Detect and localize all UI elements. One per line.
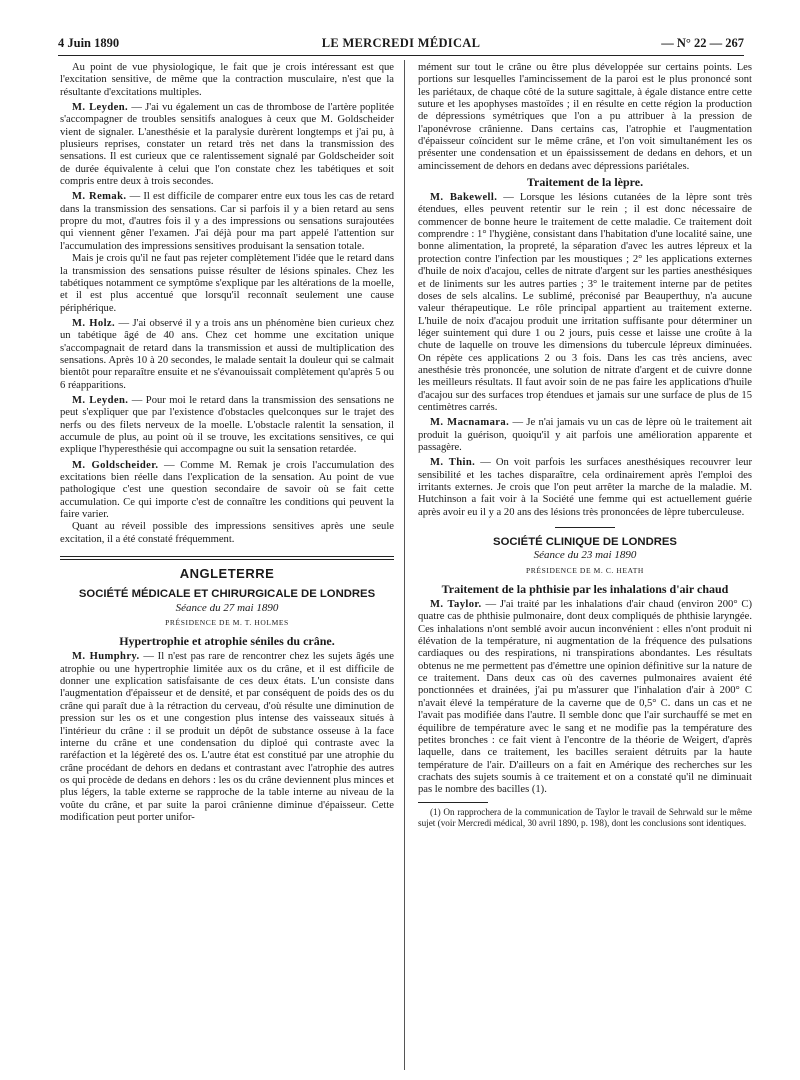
paragraph-goldscheider <box>60 460 394 522</box>
speaker-text: — Je n'ai jamais vu un cas de lèpre où le traitement ait produit la guérison, quoiqu'il y ait parfois une amélioration apparente et passagère. <box>418 417 753 453</box>
speaker-name: M. Bakewell. <box>430 192 498 204</box>
paragraph-remak-2: Mais je crois qu'il ne faut pas rejeter complètement l'idée que le retard dans la transmission des sensations puisse résulter de lésions spinales. Chez les tabétiques notamment ce symptôme s'explique par les altérations de la moelle, et il est plus accentué que lorsqu'il reconnaît seulement une cause périphérique. <box>60 253 394 314</box>
session-date: Séance du 27 mai 1890 <box>175 601 279 614</box>
speaker-name: M. Leyden. <box>72 102 129 114</box>
topic-heading-lepre: Traitement de la lèpre. <box>526 175 644 190</box>
paragraph-leyden-2 <box>60 395 394 457</box>
speaker-name: M. Humphry. <box>72 651 140 663</box>
presidency-2: PRÉSIDENCE DE M. C. HEATH <box>526 565 644 575</box>
footnote: (1) On rapprochera de la communication de Taylor le travail de Sehrwald sur le même sujet (voir Mercredi médical, 30 avril 1890, p. 198), dont les conclusions sont identiques. <box>418 806 752 828</box>
presidency: PRÉSIDENCE DE M. T. HOLMES <box>165 618 289 628</box>
speaker-text: — Comme M. Remak je crois l'accumulation des excitations bien réelle dans l'explication de la sensation. Au point de vue pathologique c'est une question secondaire de savoir où se fait cette accumulation. Ce qui importe c'est de connaître les conditions qui peuvent la faire varier. <box>60 459 394 521</box>
paragraph-intro: Au point de vue physiologique, le fait que je crois intéressant est que l'excitation sensitive, de même que la contraction musculaire, n'est que la résultante d'excitations multiples. <box>60 62 394 98</box>
speaker-text: — Lorsque les lésions cutanées de la lèpre sont très étendues, elles peuvent retentir sur le rein ; il est donc nécessaire de commencer de bonne heure le traitement de cette maladie. Ce traitement doit comprendre : 1° l'hygiène, consistant dans l'habitation d'une localité saine, une bonne alimentation, la propreté, la séparation d'avec les autres lépreux et la protection contre l'infection par les moustiques ; 2° les applications externes d'huile de noix d'acajou, celles de nitrate d'argent sur les parties anesthésiques et de liniments sur les autres parties ; 3° le traitement interne par de petites doses de sels alcalins. Le sublimé, préconisé par Beauperthuy, n'a aucune valeur thérapeutique. Le rôle principal appartient au traitement externe. L'huile de noix d'acajou produit une irritation suffisante pour déterminer un léger suintement qui dure 1 ou 2 jours, puis cesse et laisse une croûte à la chute de laquelle on trouve les dimensions du tubercule lépreux diminuées. On répète ces applications 2 ou 3 fois. Dans les cas très anciens, avec anesthésie très prononcée, une solution de nitrate d'argent et de cuivre donne les meilleurs résultats. Il faut avoir soin de ne pas faire les applications d'huile d'acajou sur des surfaces trop étendues et jamais sur une surface de plus de 15 centimètres carrés. <box>418 192 752 413</box>
speaker-name: M. Taylor. <box>430 599 482 611</box>
topic-heading: Hypertrophie et atrophie séniles du crâne. <box>119 634 335 649</box>
paragraph-macnamara <box>418 417 752 454</box>
running-header <box>58 36 744 52</box>
header-rule <box>58 55 744 56</box>
speaker-text: — J'ai vu également un cas de thrombose de l'artère poplitée s'accompagner de troubles sensitifs analogues à ceux que M. Goldscheider vient de signaler. L'anesthésie et la paralysie durèrent longtemps et j'ai pu, à plusieurs reprises, constater un retard très net dans la transmission des sensations. Il est curieux que ce ralentissement signalé par Goldscheider soit de durée équivalente à celui que l'on constate chez les tabétiques et soit compris entre deux à trois secondes. <box>60 102 395 188</box>
speaker-name: M. Thin. <box>430 457 476 469</box>
paragraph-bakewell <box>418 192 752 414</box>
speaker-text: — Il n'est pas rare de rencontrer chez les sujets âgés une atrophie ou une hypertrophie limitée aux os du crâne, et il est difficile de donner une explication satisfaisante de ces deux états. L'un consiste dans l'augmentation d'épaisseur et de densité, et par conséquent de poids des os du crâne qui paraît due à la rétraction du cerveau, d'où résulte une diminution de pression sur les os et une congestion plus intense des vaisseaux situés à l'intérieur du crâne : il se produit un dépôt de substance osseuse à la face interne du crâne et une condensation du diploé qui contraste avec la raréfaction et la légèreté des os. L'autre état est constitué par une atrophie du crâne procédant de dehors en dedans et contrastant avec l'atrophie des autres os qui procède de dedans en dehors : les os du crâne deviennent plus minces et plus légers, la table externe se rapproche de la table interne au niveau de la voûte du crâne, et par suite la paroi crânienne diminue d'épaisseur. Cette modification peut porter unifor- <box>60 651 394 823</box>
speaker-text: — J'ai traité par les inhalations d'air chaud (environ 200° C) quatre cas de phthisie pulmonaire, dont deux compliqués de phthisie laryngée. Ces inhalations n'ont semblé avoir aucun inconvénient : elles n'ont produit ni élévation de la température, ni augmentation de la fréquence des pulsations cardiaques ou des respirations, ni transpirations abondantes. Les résultats obtenus ne me permettent pas d'émettre une opinion définitive sur la nature de ce traitement. Dans deux cas où des cavernes pulmonaires avaient été ponctionnées et drainées, j'ai pu m'assurer que l'inhalation d'air à 200° C n'avait élevé la température de la caverne que de 0,5° C. dans un cas et ne l'avait pas modifiée dans l'autre. Il semble donc que l'air surchauffé se met en équilibre de température avec le sang et ne modifie pas la température des petites bronches : ce fait vient à l'encontre de la théorie de Weigert, d'après laquelle, dans ce traitement, les bacilles seraient détruits par la haute température de l'air. D'ailleurs on a fait en Amérique des recherches sur les crachats des sujets soumis à ce traitement et on a constaté qu'il ne diminuait pas le nombre des bacilles (1). <box>418 599 752 796</box>
header-date: 4 Juin 1890 <box>58 36 120 50</box>
society-name-2: SOCIÉTÉ CLINIQUE DE LONDRES <box>493 536 677 549</box>
speaker-text: — Pour moi le retard dans la transmission des sensations ne peut s'expliquer que par l'existence d'obstacles quelconques sur le trajet des nerfs ou des filets nerveux de la moelle. L'obstacle ralentit la sensation, il accumule de plus, au point où il se trouve, les excitations sensitives, ce qui explique l'hyperesthésie qui accompagne ou suit la sensation retardée. <box>60 394 395 456</box>
speaker-name: M. Remak. <box>72 191 127 203</box>
speaker-text: — Il est difficile de comparer entre eux tous les cas de retard dans la transmission des sensations. Car si parfois il y a bien retard au sens propre du mot, d'autres fois il y a des impressions ou sensations surajoutées qui viennent gêner l'examen. J'ai déjà pour ma part appelé l'attention sur l'accumulation des impressions sensitives produisant la sensation totale. <box>60 191 394 252</box>
section-title-angleterre: ANGLETERRE <box>179 566 275 582</box>
speaker-text: — J'ai observé il y a trois ans un phénomène bien curieux chez un tabétique âgé de 40 ans. Chez cet homme une excitation unique s'accompagnait de retard dans la transmission et aussi de multiplication des sensations. Après 10 à 20 secondes, le malade sentait la douleur qui se calmait bientôt pour reparaître ensuite et ne s'évanouissait complètement qu'après 5 ou 6 réapparitions. <box>60 317 395 391</box>
society-name: SOCIÉTÉ MÉDICALE ET CHIRURGICALE DE LONDRES <box>78 588 376 601</box>
speaker-name: M. Macnamara. <box>430 417 510 429</box>
paragraph-taylor <box>418 599 752 797</box>
session-date-2: Séance du 23 mai 1890 <box>533 549 637 562</box>
column-divider <box>404 60 405 1070</box>
paragraph-thin <box>418 457 752 519</box>
footnote-rule <box>418 802 488 803</box>
paragraph-holz <box>60 318 394 392</box>
speaker-name: M. Leyden. <box>72 394 129 406</box>
left-column <box>60 62 394 824</box>
section-double-rule <box>60 556 394 560</box>
speaker-name: M. Holz. <box>72 317 116 329</box>
header-journal-title: LE MERCREDI MÉDICAL <box>321 36 481 50</box>
paragraph-humphry <box>60 651 394 824</box>
paragraph-remak <box>60 191 394 253</box>
paragraph-humphry-cont: mément sur tout le crâne ou être plus développée sur certains points. Les portions sur lesquelles l'amincissement de la paroi est le plus prononcé sont les pariétaux, de chaque côté de la suture sagittale, à égale distance entre cette suture et les apophyses mastoïdes ; il en résulte en cette région la production de dépressions symétriques que l'on a pu attribuer à la pression de l'aponévrose crânienne. Dans certains cas, l'atrophie et l'augmentation d'épaisseur coïncident sur le même crâne, et l'on voit simultanément les os présenter une condensation et un épaississement de dedans en dehors, et un amincissement de dehors en dedans avec dépressions pariétales. <box>418 62 752 172</box>
paragraph-leyden-1 <box>60 102 394 188</box>
paragraph-goldscheider-2: Quant au réveil possible des impressions sensitives après une seule excitation, il a été constaté fréquemment. <box>60 521 394 545</box>
topic-heading-phthisie: Traitement de la phthisie par les inhalations d'air chaud <box>441 582 729 597</box>
header-issue-page: — N° 22 — 267 <box>661 36 744 50</box>
right-column <box>418 62 752 829</box>
speaker-name: M. Goldscheider. <box>72 459 159 471</box>
speaker-text: — On voit parfois les surfaces anesthésiques recouvrer leur sensibilité et les taches disparaître, cela ordinairement après l'emploi des irritants externes. Je crois que l'on peut arrêter la marche de la maladie. M. Hutchinson a fait voir à la Société une femme qui est actuellement guérie après avoir eu il y a 20 ans des lésions très prononcées de lèpre tuberculeuse. <box>418 457 753 518</box>
section-separator <box>555 527 615 528</box>
